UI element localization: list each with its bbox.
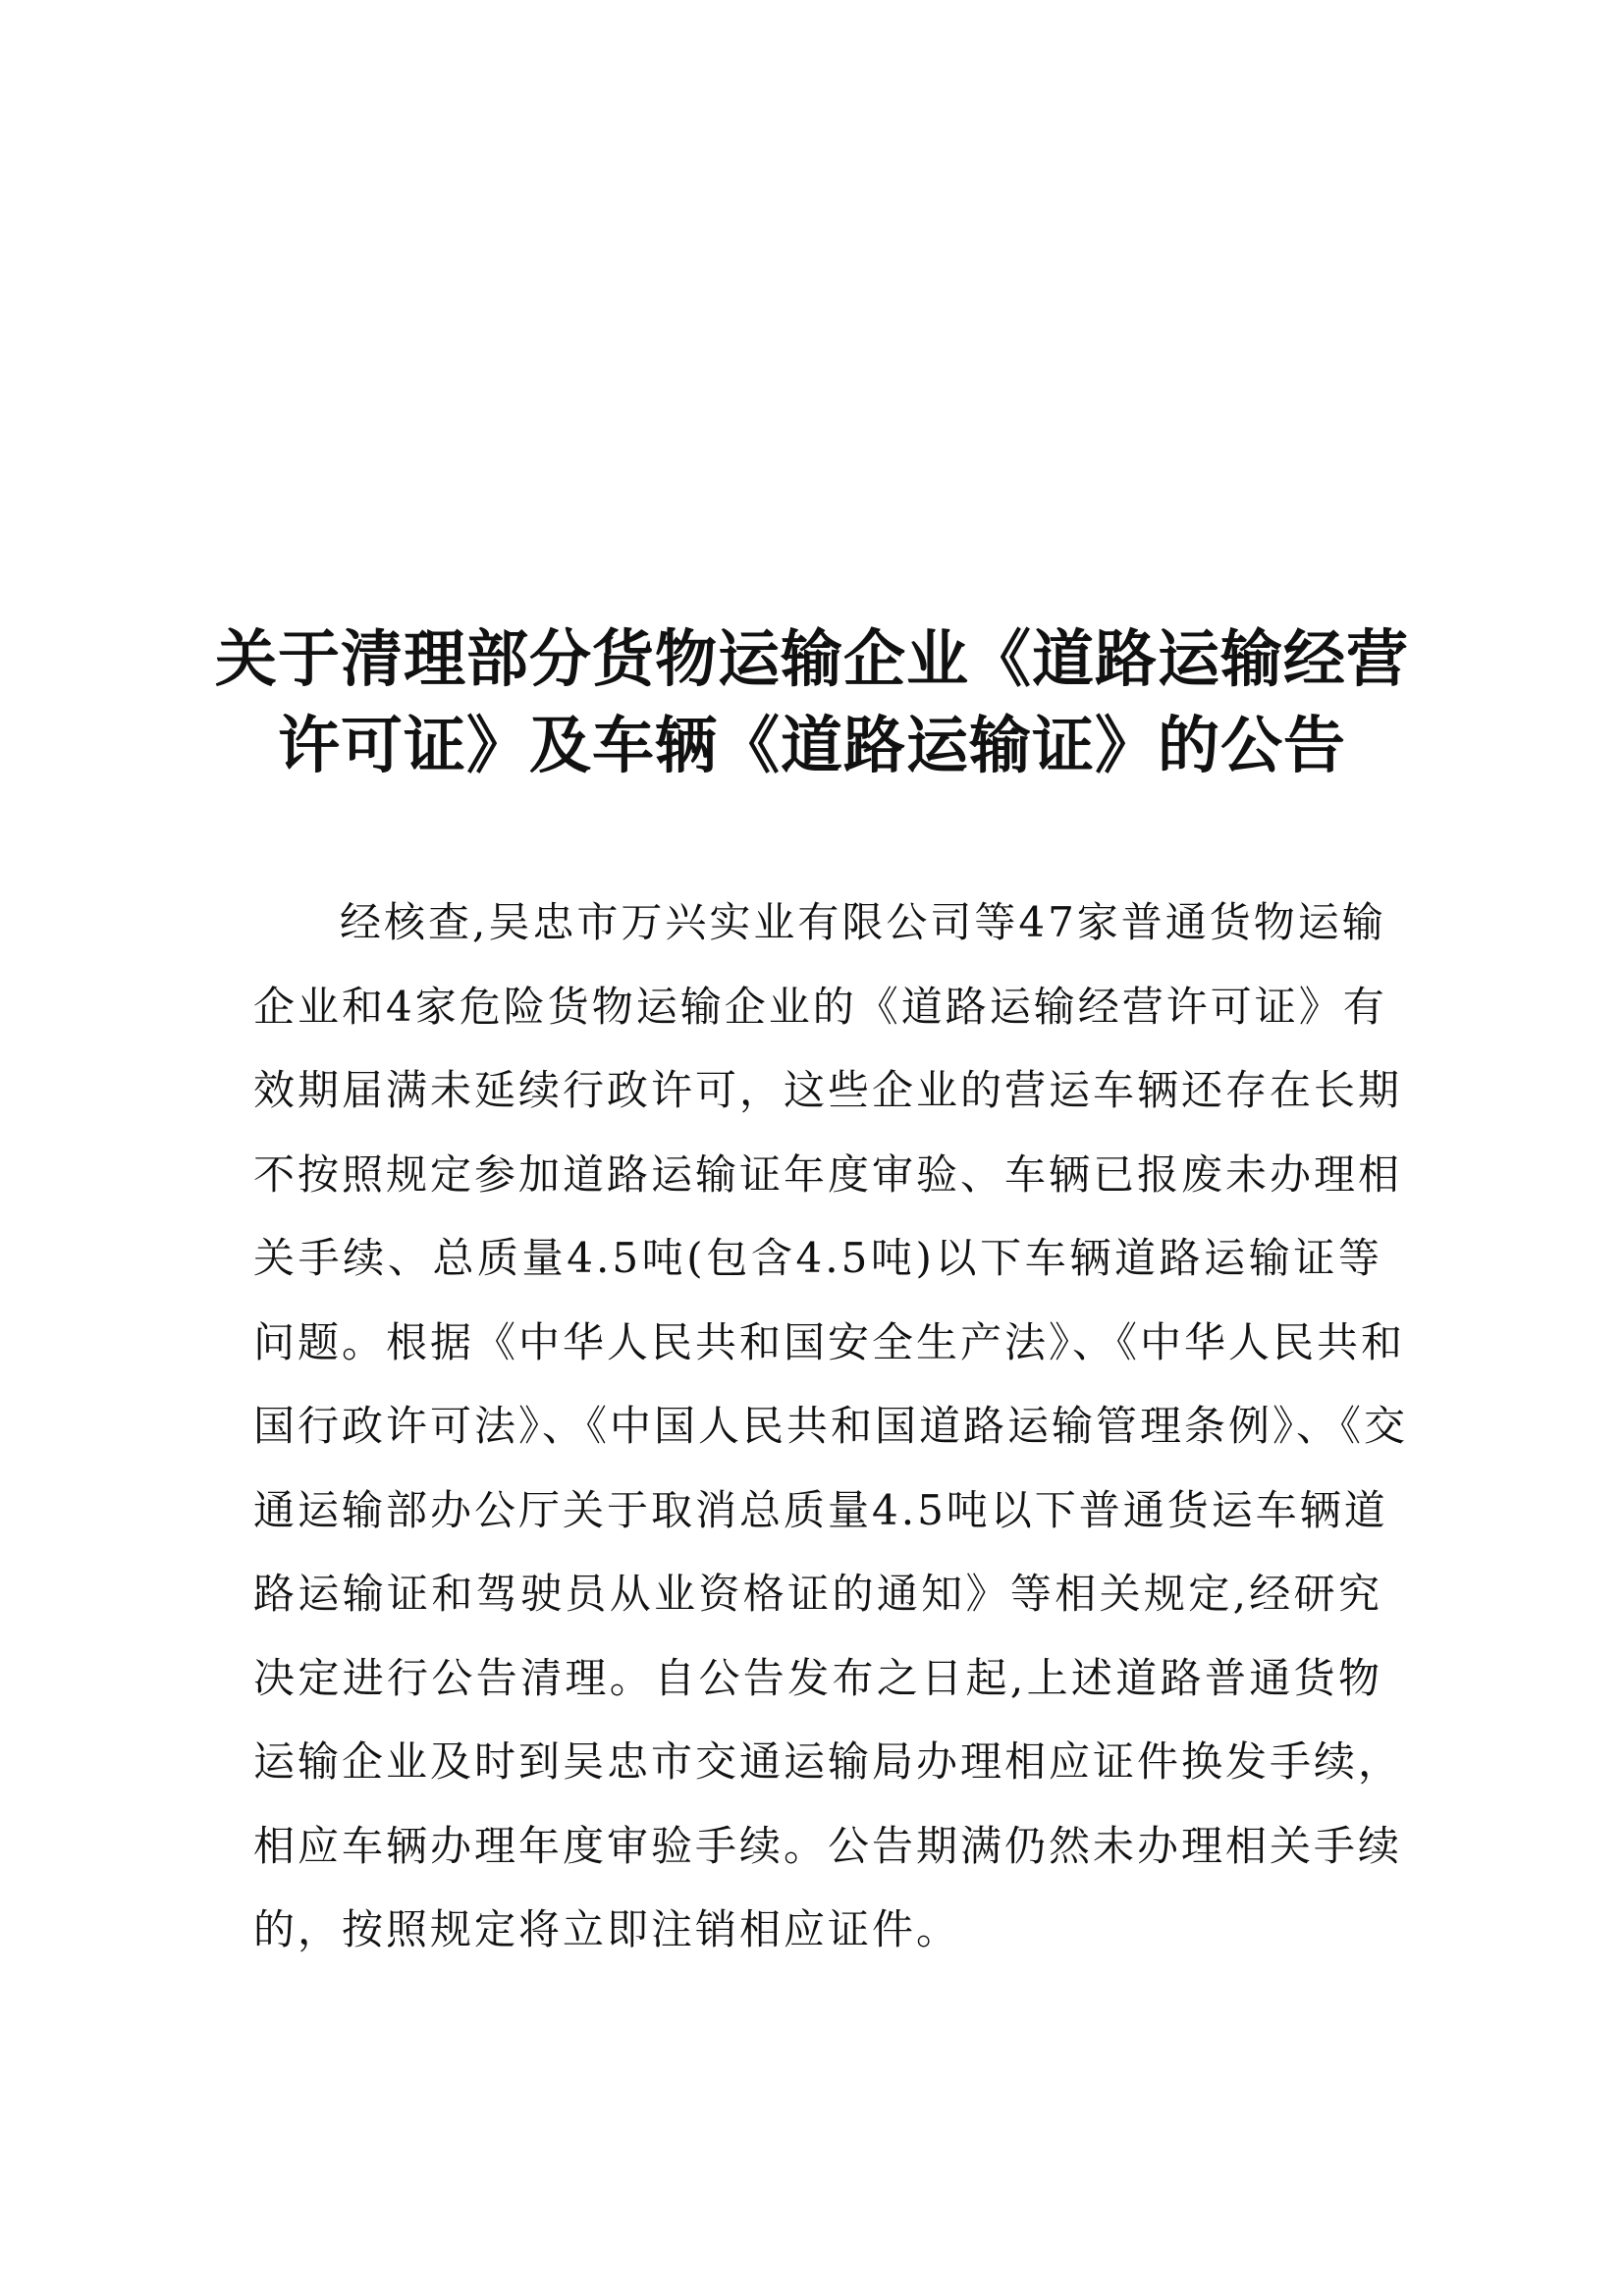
body-line-6: 问题。根据《中华人民共和国安全生产法》、《中华人民共和 bbox=[253, 1317, 1406, 1366]
body-line-10: 决定进行公告清理。自公告发布之日起,上述道路普通货物 bbox=[253, 1653, 1382, 1702]
body-line-12: 相应车辆办理年度审验手续。公告期满仍然未办理相关手续 bbox=[253, 1821, 1403, 1870]
body-line-5: 关手续、总质量4.5吨(包含4.5吨)以下车辆道路运输证等 bbox=[253, 1234, 1382, 1282]
body-line-2: 企业和4家危险货物运输企业的《道路运输经营许可证》有 bbox=[253, 982, 1387, 1031]
body-line-9: 路运输证和驾驶员从业资格证的通知》等相关规定,经研究 bbox=[253, 1570, 1382, 1618]
announcement-body bbox=[253, 881, 1409, 1972]
body-line-7: 国行政许可法》、《中国人民共和国道路运输管理条例》、《交 bbox=[253, 1402, 1409, 1450]
body-line-13: 的，按照规定将立即注销相应证件。 bbox=[253, 1905, 961, 1953]
body-line-8: 通运输部办公厅关于取消总质量4.5吨以下普通货运车辆道 bbox=[253, 1485, 1388, 1534]
body-line-11: 运输企业及时到吴忠市交通运输局办理相应证件换发手续， bbox=[253, 1737, 1403, 1786]
body-line-3: 效期届满未延续行政许可，这些企业的营运车辆还存在长期 bbox=[253, 1066, 1403, 1114]
document-title bbox=[196, 616, 1428, 789]
body-line-4: 不按照规定参加道路运输证年度审验、车辆已报废未办理相 bbox=[253, 1149, 1403, 1199]
title-line-2: 许可证》及车辆《道路运输证》的公告 bbox=[278, 710, 1346, 781]
body-line-1: 经核查,吴忠市万兴实业有限公司等47家普通货物运输 bbox=[340, 898, 1386, 946]
title-line-1: 关于清理部分货物运输企业《道路运输经营 bbox=[215, 623, 1409, 695]
